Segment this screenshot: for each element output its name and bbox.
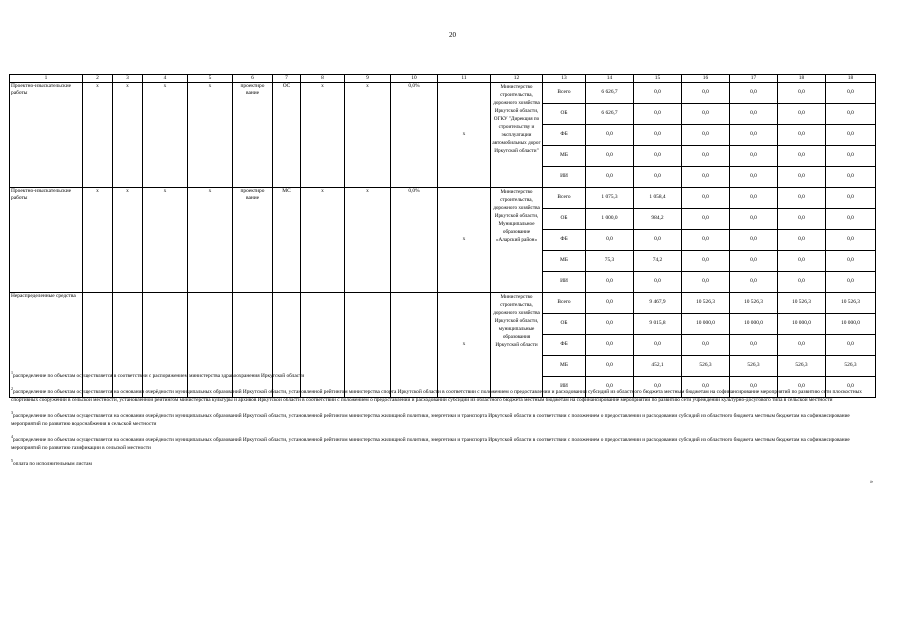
amount-cell: 10 000,0 bbox=[826, 314, 876, 335]
amount-cell: 0,0 bbox=[778, 188, 826, 209]
cell: ОС bbox=[273, 83, 301, 188]
column-number: 5 bbox=[188, 75, 233, 83]
amount-cell: 0,0 bbox=[682, 83, 730, 104]
amount-cell: 526,3 bbox=[778, 356, 826, 377]
amount-cell: 0,0 bbox=[682, 251, 730, 272]
amount-cell: 0,0 bbox=[730, 83, 778, 104]
column-number: 14 bbox=[586, 75, 634, 83]
column-number: 15 bbox=[634, 75, 682, 83]
amount-cell: 0,0 bbox=[826, 104, 876, 125]
column-number: 10 bbox=[391, 75, 438, 83]
amount-cell: 0,0 bbox=[586, 356, 634, 377]
footnote-mark: 4 bbox=[11, 434, 13, 440]
amount-cell: 0,0 bbox=[586, 335, 634, 356]
amount-cell: 0,0 bbox=[682, 377, 730, 398]
amount-cell: 6 626,7 bbox=[586, 83, 634, 104]
cell: х bbox=[301, 83, 345, 188]
table-row bbox=[10, 293, 876, 314]
amount-cell: 0,0 bbox=[682, 104, 730, 125]
readiness: 0,0% bbox=[391, 188, 438, 293]
responsible-org: Министерство строительства, дорожного хозяйства Иркутской области, ОГКУ "Дирекция по строительству и эксплуатации автомобильных дорог Иркутской области" bbox=[491, 83, 543, 188]
footnote-text: распределение по объектам осуществляется на основании очерёдности муниципальных образований Иркутской области, установленной рейтингом министерства жилищной политики, энергетики и транспорта Иркутской области в соответствии с положением о предоставлении и расходовании субсидий из областного бюджета местным бюджетам на софинансирование мероприятий по развитию газификации в сельской местности bbox=[11, 437, 850, 451]
amount-cell: 0,0 bbox=[826, 335, 876, 356]
amount-cell: 0,0 bbox=[634, 104, 682, 125]
funding-source: МБ bbox=[543, 146, 586, 167]
amount-cell: 0,0 bbox=[730, 146, 778, 167]
measure-name: Проектно-изыскательские работы bbox=[10, 83, 83, 188]
amount-cell: 0,0 bbox=[778, 104, 826, 125]
corner-mark: » bbox=[870, 479, 873, 485]
funding-source: ФБ bbox=[543, 230, 586, 251]
funding-source: ОБ bbox=[543, 209, 586, 230]
amount-cell: 0,0 bbox=[730, 104, 778, 125]
footnote-mark: 1 bbox=[11, 370, 13, 376]
footnote-mark: 3 bbox=[11, 410, 13, 416]
footnote-text: распределение по объектам осуществляется на основании очерёдности муниципальных образований Иркутской области, установленной рейтингом министерства спорта Иркутской области в соответствии с положением о предоставлении и расходовании субсидий из областного бюджета местным бюджетам на софинансирование мероприятий по развитию сети плоскостных спортивных сооружений в сельской местности, установленной рейтингом министерства культуры и архивов Иркутской области в соответствии с положением о предоставлении и расходовании субсидий из областного бюджета местным бюджетам на софинансирование мероприятий по развитию сети учреждений культурно-досугового типа в сельской местности bbox=[11, 389, 862, 403]
work-type: проектиро вание bbox=[233, 83, 273, 188]
amount-cell: 0,0 bbox=[586, 230, 634, 251]
amount-cell: 0,0 bbox=[730, 335, 778, 356]
amount-cell: 0,0 bbox=[730, 272, 778, 293]
measure-name: Проектно-изыскательские работы bbox=[10, 188, 83, 293]
footnote-mark: 5 bbox=[11, 458, 13, 464]
amount-cell: 0,0 bbox=[826, 230, 876, 251]
amount-cell: 526,3 bbox=[826, 356, 876, 377]
amount-cell: 0,0 bbox=[634, 377, 682, 398]
column-number: 1 bbox=[10, 75, 83, 83]
column-number: 7 bbox=[273, 75, 301, 83]
amount-cell: 6 626,7 bbox=[586, 104, 634, 125]
amount-cell: 0,0 bbox=[778, 146, 826, 167]
amount-cell: 0,0 bbox=[682, 188, 730, 209]
cell: х bbox=[438, 293, 491, 398]
cell: х bbox=[113, 83, 143, 188]
amount-cell: 0,0 bbox=[682, 167, 730, 188]
amount-cell: 10 000,0 bbox=[778, 314, 826, 335]
table-row bbox=[10, 83, 876, 104]
column-number: 16 bbox=[682, 75, 730, 83]
amount-cell: 0,0 bbox=[778, 167, 826, 188]
amount-cell: 0,0 bbox=[586, 272, 634, 293]
cell: х bbox=[345, 83, 391, 188]
funding-source: ФБ bbox=[543, 335, 586, 356]
amount-cell: 0,0 bbox=[826, 125, 876, 146]
amount-cell: 0,0 bbox=[730, 209, 778, 230]
amount-cell: 0,0 bbox=[634, 230, 682, 251]
funding-source: ИИ bbox=[543, 272, 586, 293]
amount-cell: 0,0 bbox=[586, 377, 634, 398]
amount-cell: 0,0 bbox=[778, 125, 826, 146]
funding-source: Всего bbox=[543, 293, 586, 314]
amount-cell: 9 015,8 bbox=[634, 314, 682, 335]
funding-source: ОБ bbox=[543, 314, 586, 335]
amount-cell: 0,0 bbox=[682, 146, 730, 167]
amount-cell: 0,0 bbox=[682, 209, 730, 230]
cell: х bbox=[188, 83, 233, 188]
responsible-org: Министерство строительства, дорожного хозяйства Иркутской области, Муниципальное образование «Аларский район» bbox=[491, 188, 543, 293]
amount-cell: 0,0 bbox=[730, 377, 778, 398]
amount-cell: 0,0 bbox=[826, 209, 876, 230]
responsible-org: Министерство строительства, дорожного хозяйства Иркутской области, муниципальные образования Иркутской области bbox=[491, 293, 543, 398]
amount-cell: 0,0 bbox=[586, 293, 634, 314]
amount-cell: 0,0 bbox=[634, 272, 682, 293]
amount-cell: 10 526,3 bbox=[682, 293, 730, 314]
amount-cell: 0,0 bbox=[682, 272, 730, 293]
amount-cell: 0,0 bbox=[778, 335, 826, 356]
footnote-text: оплата по исполнительным листам bbox=[13, 461, 92, 467]
amount-cell: 0,0 bbox=[586, 314, 634, 335]
column-number: 13 bbox=[543, 75, 586, 83]
amount-cell: 10 000,0 bbox=[682, 314, 730, 335]
footnote bbox=[11, 388, 867, 404]
cell: МС bbox=[273, 188, 301, 293]
amount-cell: 0,0 bbox=[586, 125, 634, 146]
amount-cell: 74,2 bbox=[634, 251, 682, 272]
amount-cell: 984,2 bbox=[634, 209, 682, 230]
amount-cell: 0,0 bbox=[634, 125, 682, 146]
amount-cell: 1 075,3 bbox=[586, 188, 634, 209]
footnote-mark: 2 bbox=[11, 386, 13, 392]
work-type: проектиро вание bbox=[233, 188, 273, 293]
cell: х bbox=[188, 188, 233, 293]
amount-cell: 0,0 bbox=[826, 251, 876, 272]
footnotes bbox=[11, 372, 867, 476]
program-table bbox=[9, 74, 876, 398]
column-number: 12 bbox=[491, 75, 543, 83]
cell: х bbox=[301, 188, 345, 293]
column-number: 17 bbox=[730, 75, 778, 83]
amount-cell: 0,0 bbox=[682, 125, 730, 146]
funding-source: ИИ bbox=[543, 377, 586, 398]
column-number: 18 bbox=[826, 75, 876, 83]
amount-cell: 0,0 bbox=[778, 230, 826, 251]
amount-cell: 452,1 bbox=[634, 356, 682, 377]
footnote-text: распределение по объектам осуществляется в соответствии с распоряжением министерства здравоохранения Иркутской области bbox=[13, 373, 305, 379]
column-number: 6 bbox=[233, 75, 273, 83]
funding-source: Всего bbox=[543, 188, 586, 209]
column-number: 2 bbox=[83, 75, 113, 83]
cell: х bbox=[143, 83, 188, 188]
amount-cell: 0,0 bbox=[730, 188, 778, 209]
amount-cell: 526,3 bbox=[682, 356, 730, 377]
amount-cell: 0,0 bbox=[682, 335, 730, 356]
amount-cell: 0,0 bbox=[778, 272, 826, 293]
amount-cell: 9 467,9 bbox=[634, 293, 682, 314]
amount-cell: 0,0 bbox=[634, 83, 682, 104]
cell: х bbox=[113, 188, 143, 293]
amount-cell: 0,0 bbox=[826, 167, 876, 188]
amount-cell: 0,0 bbox=[730, 125, 778, 146]
amount-cell: 10 526,3 bbox=[730, 293, 778, 314]
cell: х bbox=[345, 188, 391, 293]
footnote bbox=[11, 436, 867, 452]
amount-cell: 0,0 bbox=[826, 83, 876, 104]
cell: х bbox=[83, 83, 113, 188]
funding-source: ИИ bbox=[543, 167, 586, 188]
funding-source: ФБ bbox=[543, 125, 586, 146]
funding-source: Всего bbox=[543, 83, 586, 104]
readiness: 0,0% bbox=[391, 83, 438, 188]
column-number-row bbox=[10, 75, 876, 83]
page-number: 20 bbox=[449, 31, 456, 39]
measure-name: Нераспределенные средства bbox=[10, 293, 83, 398]
footnote bbox=[11, 412, 867, 428]
footnote-text: распределение по объектам осуществляется на основании очерёдности муниципальных образований Иркутской области, установленной рейтингом министерства жилищной политики, энергетики и транспорта Иркутской области в соответствии с положением о предоставлении и расходовании субсидий из областного бюджета местным бюджетам на софинансирование мероприятий по развитию водоснабжения в сельской местности bbox=[11, 413, 850, 427]
column-number: 18 bbox=[778, 75, 826, 83]
cell: х bbox=[438, 188, 491, 293]
amount-cell: 0,0 bbox=[778, 251, 826, 272]
amount-cell: 0,0 bbox=[778, 209, 826, 230]
amount-cell: 1 000,0 bbox=[586, 209, 634, 230]
amount-cell: 10 000,0 bbox=[730, 314, 778, 335]
amount-cell: 526,3 bbox=[730, 356, 778, 377]
table-row bbox=[10, 188, 876, 209]
amount-cell: 0,0 bbox=[682, 230, 730, 251]
amount-cell: 0,0 bbox=[826, 272, 876, 293]
amount-cell: 0,0 bbox=[730, 230, 778, 251]
amount-cell: 0,0 bbox=[634, 146, 682, 167]
amount-cell: 0,0 bbox=[826, 146, 876, 167]
cell: х bbox=[83, 188, 113, 293]
amount-cell: 0,0 bbox=[778, 83, 826, 104]
amount-cell: 75,3 bbox=[586, 251, 634, 272]
column-number: 9 bbox=[345, 75, 391, 83]
amount-cell: 0,0 bbox=[730, 167, 778, 188]
amount-cell: 0,0 bbox=[586, 167, 634, 188]
amount-cell: 0,0 bbox=[730, 251, 778, 272]
column-number: 4 bbox=[143, 75, 188, 83]
footnote bbox=[11, 460, 867, 468]
footnote bbox=[11, 372, 867, 380]
amount-cell: 0,0 bbox=[586, 146, 634, 167]
column-number: 3 bbox=[113, 75, 143, 83]
funding-source: МБ bbox=[543, 356, 586, 377]
cell: х bbox=[143, 188, 188, 293]
amount-cell: 0,0 bbox=[826, 188, 876, 209]
funding-source: ОБ bbox=[543, 104, 586, 125]
column-number: 11 bbox=[438, 75, 491, 83]
amount-cell: 1 058,4 bbox=[634, 188, 682, 209]
amount-cell: 0,0 bbox=[634, 167, 682, 188]
amount-cell: 0,0 bbox=[634, 335, 682, 356]
amount-cell: 10 526,3 bbox=[778, 293, 826, 314]
funding-source: МБ bbox=[543, 251, 586, 272]
amount-cell: 0,0 bbox=[826, 377, 876, 398]
cell: х bbox=[438, 83, 491, 188]
amount-cell: 0,0 bbox=[778, 377, 826, 398]
column-number: 8 bbox=[301, 75, 345, 83]
amount-cell: 10 526,3 bbox=[826, 293, 876, 314]
